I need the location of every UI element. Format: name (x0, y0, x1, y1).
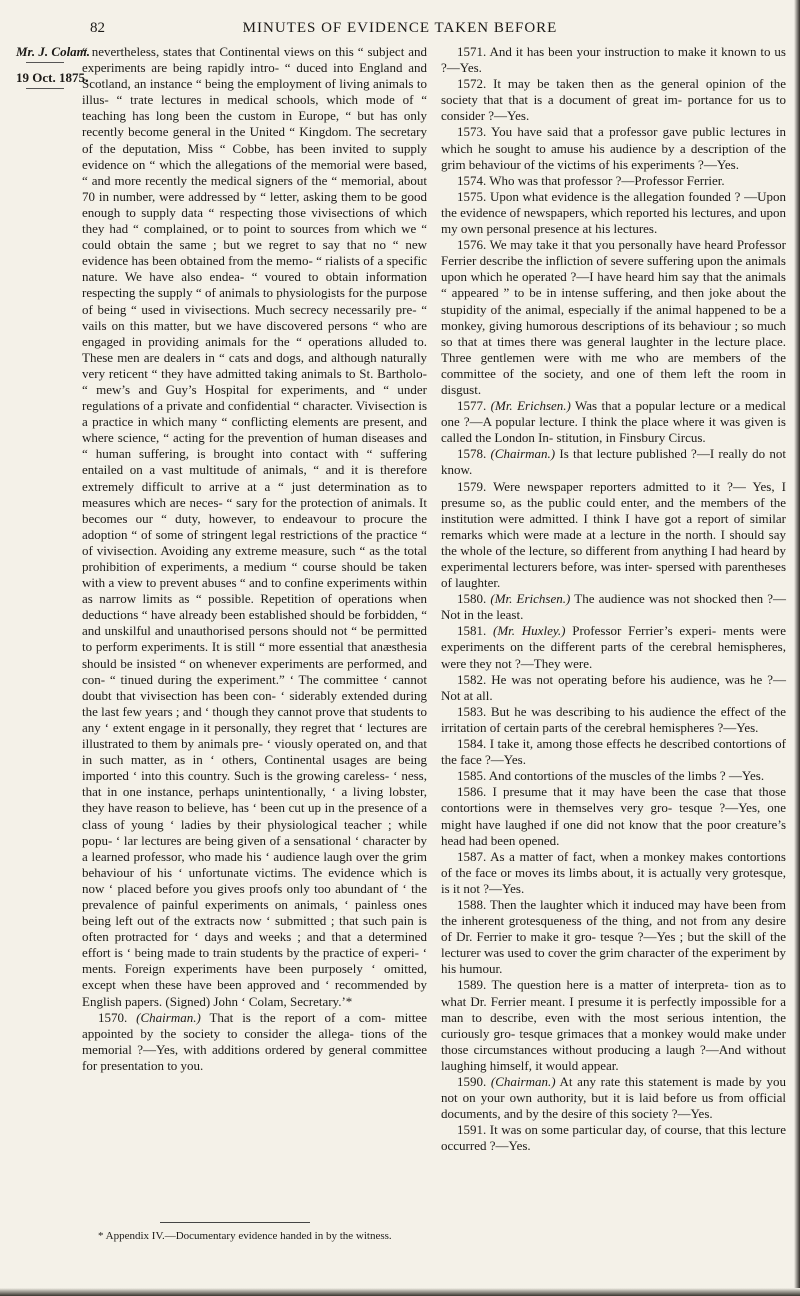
question-number: 1581. (457, 623, 487, 639)
question-number: 1580. (457, 591, 487, 607)
question-number: 1571. (457, 44, 487, 59)
question-text: But he was describing to his audience the effect of the irritation of certain parts of the cerebral hemispheres ?—Yes. (441, 703, 787, 735)
question-number: 1575. (457, 188, 487, 204)
question-number: 1572. (457, 76, 487, 92)
question-text: It was on some particular day, of course, that this lecture occurred ?—Yes. (441, 1122, 787, 1154)
question-entry (441, 897, 786, 977)
question-number: 1586. (457, 784, 487, 800)
question-text: That is the report of a com- mittee appointed by the society to consider the allega- tions of the memorial ?—Yes, with additions ordered by general committee for presentation to you. (82, 1009, 428, 1073)
question-entry (441, 704, 786, 736)
margin-witness-name: Mr. J. Colam. (16, 44, 91, 59)
footnote-rule (160, 1222, 310, 1223)
question-1570 (82, 1010, 427, 1074)
question-entry (441, 189, 786, 237)
question-number: 1574. (457, 172, 487, 188)
question-entry (441, 446, 786, 478)
question-entry (441, 591, 786, 623)
running-head: MINUTES OF EVIDENCE TAKEN BEFORE (242, 20, 558, 36)
question-number: 1577. (457, 398, 487, 414)
question-entry (441, 736, 786, 768)
question-entry (441, 479, 786, 592)
question-number: 1589. (457, 977, 487, 993)
page-bottom-shadow (0, 1288, 800, 1296)
question-speaker: (Chairman.) (490, 446, 556, 462)
question-entry (441, 784, 786, 848)
question-text: I presume that it may have been the case that those contortions were in themselves very gro- tesque ?—Yes, one might have laughed if one did not know that the poor creature’s head had been opened. (441, 784, 787, 848)
question-entry (441, 1122, 786, 1154)
question-number: 1585. (457, 768, 487, 784)
question-text: It may be taken then as the general opinion of the society that that is a document of great im- portance for us to consider ?—Yes. (441, 76, 786, 124)
question-text: Was that a popular lecture or a medical one ?—A popular lecture. I think the place where it was given is called the London In- stitution, in Finsbury Circus. (441, 398, 786, 446)
question-number: 1582. (457, 671, 487, 687)
question-number: 1579. (457, 478, 487, 494)
question-number: 1583. (457, 703, 487, 719)
page-edge-shadow (794, 0, 800, 1296)
page-number: 82 (90, 20, 105, 36)
question-number: 1590. (457, 1074, 487, 1089)
question-number: 1576. (457, 237, 487, 253)
question-text: As a matter of fact, when a monkey makes contortions of the face or moves its limbs about, it is actually very grotesque, is it not ?—Yes. (441, 848, 786, 896)
question-entry (441, 237, 786, 398)
question-text: We may take it that you personally have heard Professor Ferrier describe the infliction of severe suffering upon the animals upon which he operated ?—I have heard him say that the animals “ appeared ” to be in intense suffering, and then joke about the stupidity of the animal, especially if the animal happened to be a monkey, giving humorous descriptions of its behaviour ; so much so that at times there was general laughter in the lecture place. Three gentlemen were with me who are members of the committee of the society, and one of them left the room in disgust. (441, 237, 786, 397)
question-text: Upon what evidence is the allegation founded ? —Upon the evidence of newspapers, which reported his lectures, and upon my own personal presence at his lectures. (441, 188, 786, 237)
question-speaker: (Mr. Erichsen.) (490, 591, 571, 607)
footnote: * Appendix IV.—Documentary evidence handed in by the witness. (98, 1230, 392, 1242)
question-text: Then the laughter which it induced may have been from the inherent grotesqueness of the thing, and not from any desire of Dr. Ferrier to make it gro- tesque ?—Yes ; but the skill of the lecturer was used to cover the grim character of the experiment by his humour. (441, 896, 786, 977)
question-speaker: (Mr. Huxley.) (493, 623, 566, 639)
question-text: And it has been your instruction to make it known to us ?—Yes. (441, 44, 786, 76)
question-number: 1573. (457, 124, 487, 140)
question-entry (441, 398, 786, 446)
question-entry (441, 768, 786, 784)
question-text: Is that lecture published ?—I really do not know. (441, 446, 787, 478)
question-number: 1584. (457, 736, 487, 752)
question-entry (441, 977, 786, 1074)
question-entry (441, 1074, 786, 1122)
question-speaker: (Chairman.) (490, 1074, 556, 1089)
question-text: Who was that professor ?—Professor Ferrier. (489, 172, 725, 188)
question-entry (441, 623, 786, 671)
question-text: At any rate this statement is made by you not on your own authority, but it is laid before us from official documents, and by the desire of this society ?—Yes. (441, 1074, 786, 1122)
question-text: The question here is a matter of interpreta- tion as to what Dr. Ferrier meant. I presume it is perfectly impossible for a man to describe, even with the most serious intention, the curiously gro- tesque grimaces that a monkey would make under those circumstances without producing a laugh ?—And without laughing himself, it would appear. (441, 977, 787, 1073)
question-entry (441, 44, 786, 76)
question-text: He was not operating before his audience, was he ?—Not at all. (441, 671, 787, 703)
question-number: 1587. (457, 848, 487, 864)
right-column (441, 44, 786, 1154)
quoted-report-text: “ nevertheless, states that Continental views on this “ subject and experiments are being rapidly intro- “ duced into England and Scotland, an instance “ being the employment of living animals to illus- “ trate lectures in medical schools, which mode of “ teaching has long been the custom in Europe, “ but has only recently become general in the United “ Kingdom. The secretary of the deputation, Miss “ Cobbe, has been invited to supply evidence on “ which the allegations of the memorial were based, “ and more recently the medical signers of the “ memorial, about 70 in number, were addressed by “ letter, asking them to be good enough to supply data “ respecting those vivisections of which they had “ complained, or to point to sources from which we “ could obtain the same ; but we regret to say that no “ new evidence has been obtained from the memo- “ rialists of a specific nature. We have also endea- “ voured to obtain information respecting the supply “ of animals to physiologists for the purpose of being “ used in vivisections. Much secrecy necessarily pre- “ vails on this matter, but we have discovered persons “ who are engaged in providing animals for the “ operations alluded to. These men are dealers in “ cats and dogs, and although naturally very reticent “ they have admitted taking animals to St. Bartholo- “ mew’s and Guy’s Hospital for experiments, and “ under regulations of a private and confidential “ character. Vivisection is a practice in which many “ conflicting elements are present, and where science, “ acting for the prevention of human diseases and “ human suffering, is brought into contact with “ suffering entailed on a vast multitude of animals, “ and it is therefore extremely difficult to arrive at a “ just determination as to measures which are neces- “ sary for the protection of animals. It becomes our “ duty, however, to endeavour to procure the adoption “ of some of stringent legal restrictions of the practice “ of vivisection. Avoiding any extreme measure, such “ as the total prohibition of experiments, a medium “ course should be taken with a view to prevent abuses “ and to confine experiments within as narrow limits as “ possible. Repetition of operations when deductions “ have already been established should be forbidden, “ and unskilful and unauthorised persons should not “ be permitted to perform experiments. It is still “ more essential that anæsthesia should be insisted “ on whenever experiments are performed, and con- “ tinued during the experiment.” ‘ The committee ‘ cannot doubt that vivisection has been con- ‘ siderably extended during the last few years ; and ‘ though they cannot prove that students to any ‘ extent engage in it personally, they regret that ‘ lectures are illustrated to them by animals pre- ‘ viously operated on, and that in such matter, as in ‘ others, Continental usages are being imported ‘ into this country. Such is the growing careless- ‘ ness, that in one instance, perhaps unintentionally, ‘ a living lobster, they have reason to believe, has ‘ been cut up in the presence of a class of young ‘ ladies by their physiological teacher ; while popu- ‘ lar lectures are being given of a sensational ‘ character by a learned professor, who made his ‘ audience laugh over the grim behaviour of his ‘ unfortunate victims. The evidence which is now ‘ placed before you gives proofs only too abundant of ‘ the prevalence of painful experiments on animals, ‘ painless ones being left out of the extracts now ‘ submitted ; that such pain is often protracted for ‘ days and weeks ; and that a determined effort is ‘ being made to train students by the practice of experi- ‘ ments. Foreign experiments have been purposely ‘ omitted, except when these have been approved and ‘ recommended by English papers. (Signed) John ‘ Colam, Secretary.’* (82, 44, 427, 1009)
margin-rule (26, 88, 64, 89)
question-text: You have said that a professor gave public lectures in which he sought to amuse his audience by a description of the grim behaviour of the victims of his experiments ?—Yes. (441, 124, 786, 172)
question-text: I take it, among those effects he described contortions of the face ?—Yes. (441, 736, 786, 768)
question-entry (441, 124, 786, 172)
question-entry (441, 173, 786, 189)
question-number: 1578. (457, 446, 487, 462)
question-text: Were newspaper reporters admitted to it ?— Yes, I presume so, as the public could enter, and the members of the institution were admitted. I think I have got a report of similar remarks which were made at a lecture in the north. I should say the whole of the lecture, so different from anything I had heard by experimental lecturers before, was inter- spersed with parentheses of laughter. (441, 478, 786, 591)
question-entry (441, 849, 786, 897)
question-number: 1588. (457, 896, 487, 912)
margin-rule (26, 62, 64, 63)
question-entry (441, 76, 786, 124)
question-number: 1570. (98, 1009, 128, 1025)
margin-date: 19 Oct. 1875. (16, 70, 89, 85)
question-text: The audience was not shocked then ?—Not in the least. (441, 591, 787, 623)
question-entry (441, 672, 786, 704)
question-text: And contortions of the muscles of the limbs ? —Yes. (488, 768, 765, 784)
question-number: 1591. (457, 1122, 487, 1138)
question-speaker: (Mr. Erichsen.) (490, 398, 571, 414)
left-column (82, 44, 427, 1074)
question-text: Professor Ferrier’s experi- ments were experiments on the different parts of the cerebral hemispheres, were they not ?—They were. (441, 623, 787, 671)
question-speaker: (Chairman.) (136, 1009, 201, 1025)
